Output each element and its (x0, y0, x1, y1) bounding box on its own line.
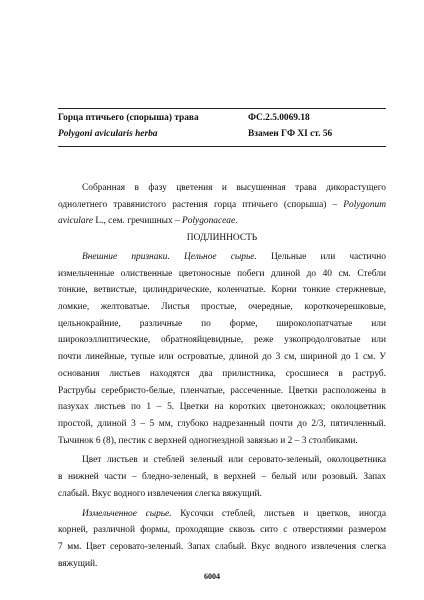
intro-line: однолетнего травянистого растения горца птичьего (спорыша) – Polygonum (58, 199, 386, 210)
authenticity-line: измельченные олиственные цветоносные побеги длиной до 40 см. Стебли (58, 268, 386, 279)
monograph-code: ФС.2.5.0069.18 (248, 113, 310, 123)
authenticity-line: пазухах листьев по 1 – 5. Цветки на коротких цветоножках; околоцветник (58, 402, 386, 413)
crushed-line: корней, различной формы, проходящие сквозь сито с отверстиями размером (58, 525, 386, 536)
authenticity-line: Раструбы серебристо-белые, пленчатые, рассеченные. Цветки расположены в (58, 385, 386, 396)
monograph-title-latin: Polygoni avicularis herba (58, 129, 158, 139)
authenticity-line: Внешние признаки. Цельное сырье. Цельные или частично (82, 252, 386, 262)
intro-paragraph (58, 180, 386, 230)
header-bottom-rule (58, 146, 386, 147)
authenticity-line: широкоэллиптические, обратнояйцевидные, реже узкопродолговатые или (58, 335, 386, 346)
header-top-rule (58, 108, 386, 109)
authenticity-line: основания листьев находятся два прилистника, сросшиеся в раструб. (58, 368, 386, 379)
authenticity-line: Тычинок 6 (8), пестик с верхней одногнездной завязью и 2 – 3 столбиками. (58, 435, 358, 446)
color-line: Цвет листьев и стеблей зеленый или серовато-зеленый, околоцветника (82, 455, 386, 466)
crushed-line: вяжущий. (58, 558, 98, 569)
authenticity-paragraph (58, 249, 386, 449)
authenticity-line: цельнокрайние, различные по форме, широколопатчатые или (58, 318, 386, 329)
crushed-line: 7 мм. Цвет серовато-зеленый. Запах слабый. Вкус водного извлечения слегка (58, 541, 386, 552)
authenticity-line: простой, длиной 3 – 5 мм, глубоко надрезанный почти до 2/3, пятичленный. (58, 418, 386, 429)
intro-line: Собранная в фазу цветения и высушенная трава дикорастущего (82, 183, 386, 193)
color-line: в нижней части – бледно-зеленый, в верхней – белый или розовый. Запах (58, 472, 386, 483)
color-line: слабый. Вкус водного извлечения слегка вяжущий. (58, 488, 262, 499)
crushed-line: Измельченное сырье. Кусочки стеблей, листьев и цветков, иногда (82, 508, 386, 519)
crushed-paragraph (58, 506, 386, 573)
intro-line: aviculare L., сем. гречишных – Polygonaceae. (58, 216, 238, 227)
authenticity-line: почти линейные, тупые или островатые, длиной до 3 см, шириной до 1 см. У (58, 352, 386, 363)
authenticity-line: ломкие, желтоватые. Листья простые, очередные, короткочерешковые, (58, 302, 386, 313)
monograph-replaces: Взамен ГФ XI ст. 56 (248, 129, 333, 139)
authenticity-line: тонкие, ветвистые, цилиндрические, коленчатые. Корни тонкие стержневые, (58, 285, 386, 296)
page-number: 6004 (204, 572, 220, 581)
section-title: ПОДЛИННОСТЬ (186, 233, 258, 243)
color-paragraph (58, 452, 386, 502)
monograph-title-ru: Горца птичьего (спорыша) трава (58, 113, 199, 123)
